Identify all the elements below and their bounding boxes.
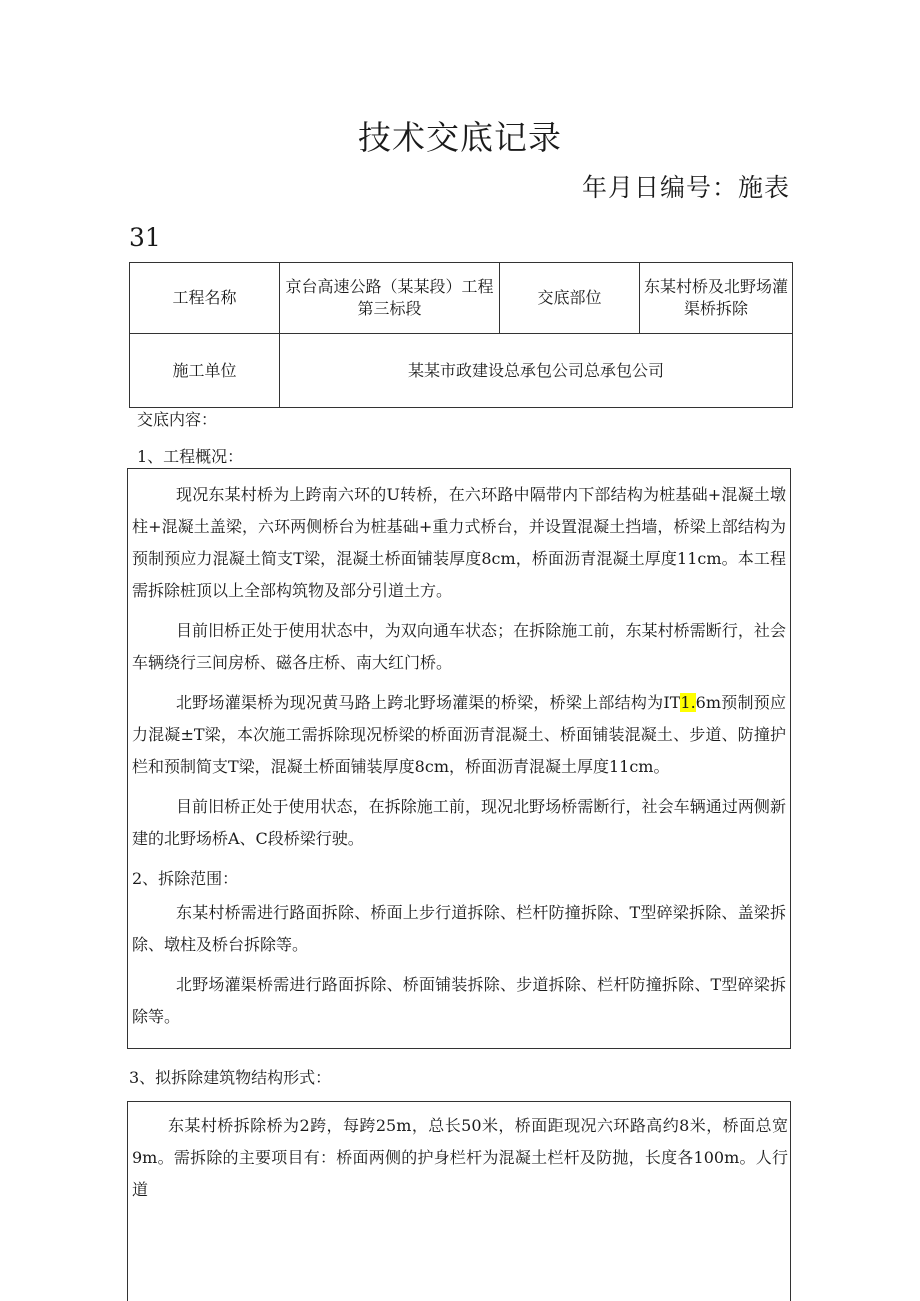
info-table [129,262,793,408]
part-label: 交底部位 [500,263,640,334]
s1-paragraph-4: 目前旧桥正处于使用状态，在拆除施工前，现况北野场桥需断行，社会车辆通过两侧新建的北野场桥A、C段桥梁行驶。 [132,797,786,848]
s2-paragraph-2: 北野场灌渠桥需进行路面拆除、桥面铺装拆除、步道拆除、栏杆防撞拆除、T型碎梁拆除等。 [132,975,786,1026]
info-row-unit [130,334,793,408]
s2-paragraph-1: 东某村桥需进行路面拆除、桥面上步行道拆除、栏杆防撞拆除、T型碎梁拆除、盖梁拆除、墩柱及桥台拆除等。 [132,903,786,954]
s1-p3-text-b: 6m预制预应力混凝±T梁，本次施工需拆除现况桥梁的桥面沥青混凝土、桥面铺装混凝土、步道、防撞护栏和预制简支T梁，混凝土桥面铺装厚度8cm，桥面沥青混凝土厚度11cm。 [132,693,786,776]
document-title: 技术交底记录 [358,118,562,157]
s1-paragraph-2: 目前旧桥正处于使用状态中，为双向通车状态；在拆除施工前，东某村桥需断行，社会车辆绕行三间房桥、磁各庄桥、南大红门桥。 [132,621,786,672]
s1-p3-text-a: 北野场灌渠桥为现况黄马路上跨北野场灌渠的桥梁，桥梁上部结构为IT [176,693,681,712]
section-2-heading: 2、拆除范围： [132,869,239,888]
unit-value: 某某市政建设总承包公司总承包公司 [280,334,793,408]
part-value: 东某村桥及北野场灌渠桥拆除 [640,263,793,334]
form-number: 31 [129,223,161,252]
section-1-heading: 1、工程概况： [137,447,244,466]
info-row-project [130,263,793,334]
date-number-line: 年月日编号：施表 [581,173,790,202]
section-3-box [127,1101,791,1301]
s3-paragraph-1: 东某村桥拆除桥为2跨，每跨25m，总长50米，桥面距现况六环路高约8米，桥面总宽9m。需拆除的主要项目有：桥面两侧的护身栏杆为混凝土栏杆及防抛，长度各100m。人行道 [132,1116,788,1199]
content-label: 交底内容： [137,410,218,429]
unit-label: 施工单位 [130,334,280,408]
s1-paragraph-3 [132,687,786,783]
project-name-value: 京台高速公路（某某段）工程第三标段 [280,263,500,334]
project-name-label: 工程名称 [130,263,280,334]
section-1-2-box [127,468,791,1049]
s1-paragraph-1: 现况东某村桥为上跨南六环的U转桥，在六环路中隔带内下部结构为桩基础+混凝土墩柱+混凝土盖梁，六环两侧桥台为桩基础+重力式桥台，并设置混凝土挡墙，桥梁上部结构为预制预应力混凝土简支T梁，混凝土桥面铺装厚度8cm，桥面沥青混凝土厚度11cm。本工程需拆除桩顶以上全部构筑物及部分引道土方。 [132,485,786,600]
section-3-heading: 3、拟拆除建筑物结构形式： [129,1068,332,1087]
highlighted-text: 1. [680,693,696,712]
